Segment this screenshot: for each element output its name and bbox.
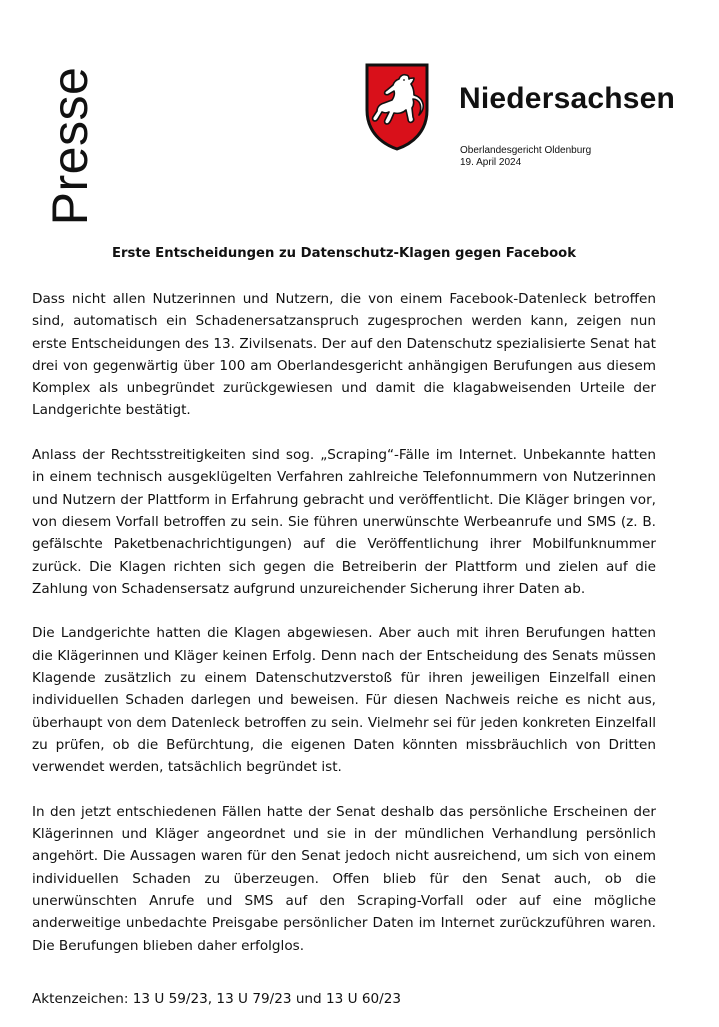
brand-name: Niedersachsen (459, 82, 676, 115)
paragraph: Dass nicht allen Nutzerinnen und Nutzern, die von einem Facebook-Datenleck betroffen sind, automatisch ein Schadenersatzanspruch zugesprochen werden kann, zeigen nun erste Entscheidungen des 13. Zivilsenats. Der auf den Datenschutz spezialisierte Senat hat drei von gegenwärtig über 100 am Oberlandesgericht anhängigen Berufungen aus diesem Komplex als unbegründet zurückgewiesen und damit die klagabweisenden Urteile der Landgerichte bestätigt. (32, 291, 656, 419)
article-body (32, 288, 656, 979)
lower-saxony-horse-coat-of-arms-icon (358, 60, 436, 152)
paragraph: Die Landgerichte hatten die Klagen abgewiesen. Aber auch mit ihren Berufungen hatten die Klägerinnen und Kläger keinen Erfolg. Denn nach der Entscheidung des Senats müssen Klagende zusätzlich zu einem Datenschutzverstoß für ihren jeweiligen Einzelfall einen individuellen Schaden darlegen und beweisen. Für diesen Nachweis reiche es nicht aus, überhaupt von dem Datenleck betroffen zu sein. Vielmehr sei für jeden konkreten Einzelfall zu prüfen, ob die Befürchtung, die eigenen Daten könnten missbräuchlich von Dritten verwendet werden, tatsächlich begründet ist. (32, 625, 656, 776)
case-numbers: Aktenzeichen: 13 U 59/23, 13 U 79/23 und 13 U 60/23 (32, 991, 402, 1007)
issuer-name: Oberlandesgericht Oldenburg (460, 145, 592, 156)
headline: Erste Entscheidungen zu Datenschutz-Klagen gegen Facebook (111, 246, 576, 261)
paragraph: In den jetzt entschiedenen Fällen hatte der Senat deshalb das persönliche Erscheinen der Klägerinnen und Kläger angeordnet und sie in der mündlichen Verhandlung persönlich angehört. Die Aussagen waren für den Senat jedoch nicht ausreichend, um sich von einem individuellen Schaden zu überzeugen. Offen blieb für den Senat auch, ob die unerwünschten Anrufe und SMS auf den Scraping-Vorfall oder auf eine mögliche anderweitige unbedachte Preisgabe persönlicher Daten im Internet zurückzuführen waren. Die Berufungen blieben daher erfolglos. (32, 803, 656, 954)
paragraph: Anlass der Rechtsstreitigkeiten sind sog. „Scraping“-Fälle im Internet. Unbekannte hatten in einem technisch ausgeklügelten Verfahren zahlreiche Telefonnummern von Nutzerinnen und Nutzern der Plattform in Erfahrung gebracht und veröffentlicht. Die Kläger bringen vor, von diesem Vorfall betroffen zu sein. Sie führen unerwünschte Werbeanrufe und SMS (z. B. gefälschte Paketbenachrichtigungen) auf die Veröffentlichung ihrer Mobilfunknummer zurück. Die Klagen richten sich gegen die Betreiberin der Plattform und zielen auf die Zahlung von Schadensersatz aufgrund unzureichender Sicherung ihrer Daten ab. (32, 447, 656, 597)
press-release-date: 19. April 2024 (460, 157, 522, 168)
presse-vertical-label: Presse (42, 66, 98, 226)
